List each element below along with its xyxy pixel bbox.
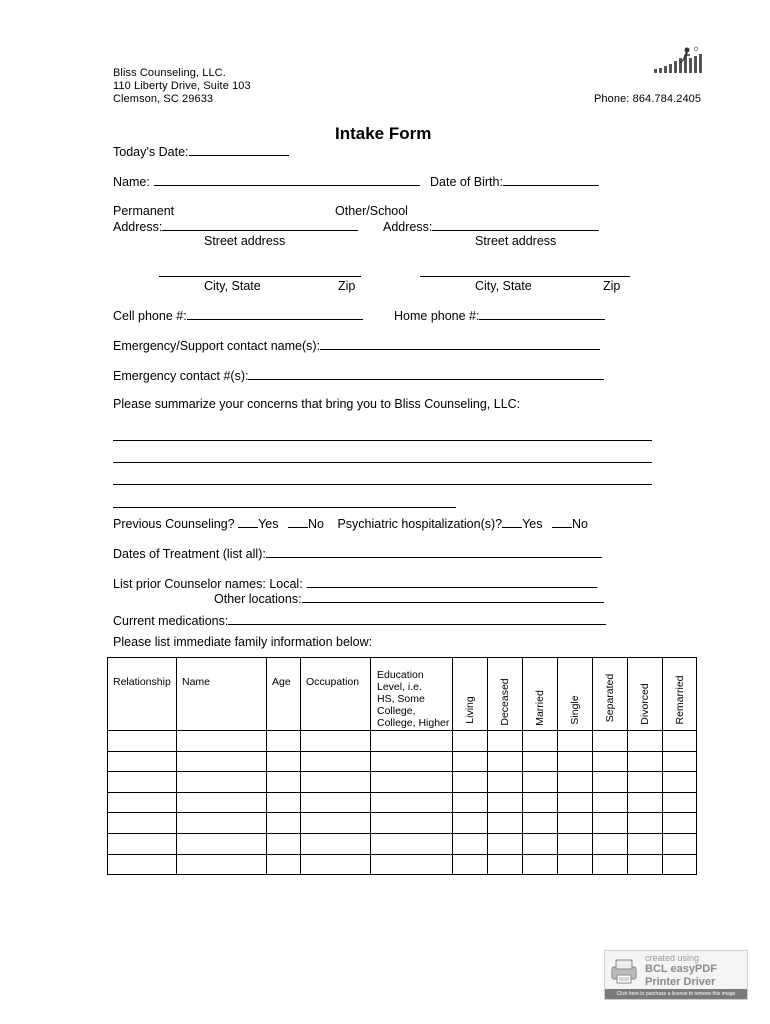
dob-line[interactable] <box>503 174 599 186</box>
family-table-cell[interactable] <box>177 792 267 813</box>
family-table-cell[interactable] <box>593 854 628 875</box>
current-medications-line[interactable] <box>228 613 606 625</box>
family-table-cell[interactable] <box>177 813 267 834</box>
other-city-caption: City, State <box>475 279 532 293</box>
family-table-cell[interactable] <box>371 772 453 793</box>
family-table-cell[interactable] <box>593 751 628 772</box>
name-line[interactable] <box>154 174 420 186</box>
dob-field[interactable] <box>430 174 599 189</box>
family-table-cell[interactable] <box>558 751 593 772</box>
concerns-line-4[interactable] <box>113 507 456 508</box>
family-info-table <box>107 657 697 875</box>
family-table-cell[interactable] <box>523 854 558 875</box>
family-table-cell[interactable] <box>523 792 558 813</box>
family-table-cell[interactable] <box>558 772 593 793</box>
family-table-cell[interactable] <box>663 792 697 813</box>
permanent-address-line[interactable] <box>162 219 358 231</box>
occupation-column-header: Occupation <box>301 658 371 731</box>
permanent-label: Permanent <box>113 204 175 218</box>
family-table-cell[interactable] <box>628 854 663 875</box>
family-table-cell[interactable] <box>177 731 267 752</box>
family-table-cell[interactable] <box>663 731 697 752</box>
family-table-cell[interactable] <box>593 813 628 834</box>
family-table-row <box>108 772 697 793</box>
family-table-cell[interactable] <box>108 751 177 772</box>
emergency-names-line[interactable] <box>320 338 600 350</box>
prev-counseling-yes-label: Yes <box>258 517 279 531</box>
family-table-cell[interactable] <box>523 772 558 793</box>
family-table-cell[interactable] <box>663 751 697 772</box>
family-table-cell[interactable] <box>488 813 523 834</box>
stairs-climber-logo-icon <box>652 46 704 76</box>
permanent-zip-caption: Zip <box>338 279 356 293</box>
psych-hosp-no-blank[interactable] <box>552 516 572 528</box>
family-table-row <box>108 792 697 813</box>
current-medications-label: Current medications: <box>113 614 229 628</box>
todays-date-label: Today’s Date: <box>113 145 189 159</box>
family-table-cell[interactable] <box>301 813 371 834</box>
todays-date-line[interactable] <box>189 144 289 156</box>
family-info-prompt: Please list immediate family information below: <box>113 635 373 649</box>
other-address-line[interactable] <box>432 219 599 231</box>
family-table-cell[interactable] <box>108 833 177 854</box>
family-table-row <box>108 854 697 875</box>
cell-phone-field[interactable] <box>113 308 363 323</box>
family-table-cell[interactable] <box>453 751 488 772</box>
family-table-cell[interactable] <box>267 813 301 834</box>
family-table-cell[interactable] <box>371 833 453 854</box>
family-table-cell[interactable] <box>453 772 488 793</box>
dob-label: Date of Birth: <box>430 175 503 189</box>
prev-counseling-yes-blank[interactable] <box>238 516 258 528</box>
home-phone-field[interactable] <box>394 308 605 323</box>
org-phone: Phone: 864.784.2405 <box>594 93 702 105</box>
family-table-cell[interactable] <box>628 813 663 834</box>
permanent-city-line[interactable] <box>159 276 361 277</box>
family-table-cell[interactable] <box>453 792 488 813</box>
family-table-cell[interactable] <box>593 772 628 793</box>
family-table-cell[interactable] <box>108 772 177 793</box>
family-table-cell[interactable] <box>558 792 593 813</box>
family-table-cell[interactable] <box>267 772 301 793</box>
family-table-cell[interactable] <box>371 731 453 752</box>
family-table-cell[interactable] <box>453 731 488 752</box>
family-table-row <box>108 833 697 854</box>
dates-treatment-field[interactable] <box>113 546 602 561</box>
concerns-line-3[interactable] <box>113 484 652 485</box>
home-phone-line[interactable] <box>479 308 605 320</box>
family-table-cell[interactable] <box>558 833 593 854</box>
family-table-cell[interactable] <box>453 854 488 875</box>
family-table-cell[interactable] <box>663 833 697 854</box>
emergency-names-field[interactable] <box>113 338 600 353</box>
other-city-line[interactable] <box>420 276 630 277</box>
family-table-cell[interactable] <box>177 854 267 875</box>
deceased-column-header: Deceased <box>488 658 523 731</box>
family-table-cell[interactable] <box>267 833 301 854</box>
emergency-numbers-field[interactable] <box>113 368 604 383</box>
family-table-cell[interactable] <box>523 751 558 772</box>
family-table-cell[interactable] <box>177 751 267 772</box>
family-table-row <box>108 731 697 752</box>
family-table-cell[interactable] <box>267 854 301 875</box>
other-address-label: Address: <box>383 220 433 234</box>
age-column-header: Age <box>267 658 301 731</box>
single-column-header: Single <box>558 658 593 731</box>
family-table-cell[interactable] <box>488 833 523 854</box>
psych-hosp-yes-label: Yes <box>522 517 543 531</box>
family-table-cell[interactable] <box>488 772 523 793</box>
family-table-header-row <box>108 658 697 731</box>
family-table-cell[interactable] <box>558 813 593 834</box>
family-table-cell[interactable] <box>488 751 523 772</box>
permanent-street-caption: Street address <box>204 234 286 248</box>
other-street-caption: Street address <box>475 234 557 248</box>
family-table-cell[interactable] <box>628 833 663 854</box>
family-table-cell[interactable] <box>593 792 628 813</box>
family-table-cell[interactable] <box>301 731 371 752</box>
family-table-cell[interactable] <box>663 772 697 793</box>
concerns-line-2[interactable] <box>113 462 652 463</box>
married-column-header: Married <box>523 658 558 731</box>
family-table-cell[interactable] <box>593 833 628 854</box>
org-address-line1: 110 Liberty Drive, Suite 103 <box>113 80 251 92</box>
family-table-cell[interactable] <box>371 751 453 772</box>
family-table-cell[interactable] <box>453 833 488 854</box>
family-table-cell[interactable] <box>488 854 523 875</box>
family-table-cell[interactable] <box>267 792 301 813</box>
name-field[interactable] <box>113 174 420 189</box>
family-table-cell[interactable] <box>108 731 177 752</box>
watermark-line3: Printer Driver <box>645 976 716 988</box>
permanent-city-caption: City, State <box>204 279 261 293</box>
education-column-header: Education Level, i.e. HS, Some College, College, Higher <box>371 658 453 731</box>
family-table-cell[interactable] <box>488 792 523 813</box>
psych-hosp-no-label: No <box>572 517 588 531</box>
dates-treatment-line[interactable] <box>266 546 602 558</box>
psych-hospitalization-label: Psychiatric hospitalization(s)? <box>337 517 503 531</box>
family-table-cell[interactable] <box>523 833 558 854</box>
family-table-cell[interactable] <box>663 854 697 875</box>
family-table-cell[interactable] <box>628 731 663 752</box>
prior-counselor-other-line[interactable] <box>302 591 604 603</box>
org-address-line2: Clemson, SC 29633 <box>113 93 214 105</box>
remarried-column-header: Remarried <box>663 658 697 731</box>
family-table-cell[interactable] <box>523 813 558 834</box>
permanent-address-label: Address: <box>113 220 163 234</box>
bcl-easypdf-watermark[interactable] <box>604 950 748 1000</box>
current-medications-field[interactable] <box>113 613 606 628</box>
concerns-prompt: Please summarize your concerns that bring you to Bliss Counseling, LLC: <box>113 397 521 411</box>
family-table-cell[interactable] <box>177 772 267 793</box>
family-table-cell[interactable] <box>593 731 628 752</box>
family-table-cell[interactable] <box>301 833 371 854</box>
cell-phone-label: Cell phone #: <box>113 309 187 323</box>
prior-counselor-other-label: Other locations: <box>214 592 302 606</box>
family-table-cell[interactable] <box>301 792 371 813</box>
living-column-header: Living <box>453 658 488 731</box>
family-table-cell[interactable] <box>628 792 663 813</box>
family-table-cell[interactable] <box>301 772 371 793</box>
previous-counseling-label: Previous Counseling? <box>113 517 235 531</box>
cell-phone-line[interactable] <box>187 308 363 320</box>
family-table-cell[interactable] <box>267 751 301 772</box>
home-phone-label: Home phone #: <box>394 309 480 323</box>
psych-hosp-yes-blank[interactable] <box>502 516 522 528</box>
family-table-cell[interactable] <box>371 854 453 875</box>
other-address-field[interactable] <box>383 219 599 234</box>
other-school-label: Other/School <box>335 204 408 218</box>
divorced-column-header: Divorced <box>628 658 663 731</box>
family-table-cell[interactable] <box>301 854 371 875</box>
concerns-line-1[interactable] <box>113 440 652 441</box>
family-table-cell[interactable] <box>453 813 488 834</box>
name-column-header: Name <box>177 658 267 731</box>
watermark-license-link[interactable]: Click here to purchase a license to remove this image <box>605 989 747 999</box>
relationship-column-header: Relationship <box>108 658 177 731</box>
other-zip-caption: Zip <box>603 279 621 293</box>
family-table-cell[interactable] <box>267 731 301 752</box>
family-table-cell[interactable] <box>628 751 663 772</box>
prior-counselor-local-label: List prior Counselor names: Local: <box>113 577 303 591</box>
permanent-address-field[interactable] <box>113 219 358 234</box>
family-table-cell[interactable] <box>301 751 371 772</box>
family-table-cell[interactable] <box>488 731 523 752</box>
emergency-numbers-label: Emergency contact #(s): <box>113 369 249 383</box>
watermark-line1: created using <box>645 953 700 963</box>
family-table-cell[interactable] <box>108 792 177 813</box>
org-name: Bliss Counseling, LLC. <box>113 67 226 79</box>
emergency-names-label: Emergency/Support contact name(s): <box>113 339 321 353</box>
family-table-cell[interactable] <box>108 854 177 875</box>
family-table-cell[interactable] <box>108 813 177 834</box>
prev-counseling-no-blank[interactable] <box>288 516 308 528</box>
todays-date-field[interactable] <box>113 144 289 159</box>
family-table-cell[interactable] <box>663 813 697 834</box>
family-table-cell[interactable] <box>558 731 593 752</box>
name-label: Name: <box>113 175 150 189</box>
family-table-cell[interactable] <box>558 854 593 875</box>
printer-icon <box>609 957 639 990</box>
prior-counselor-local-line[interactable] <box>307 576 597 588</box>
family-table-cell[interactable] <box>371 813 453 834</box>
previous-counseling-row <box>113 516 588 531</box>
emergency-numbers-line[interactable] <box>248 368 604 380</box>
prev-counseling-no-label: No <box>307 517 324 531</box>
watermark-line2: BCL easyPDF <box>645 963 717 975</box>
family-table-cell[interactable] <box>523 731 558 752</box>
family-table-cell[interactable] <box>628 772 663 793</box>
form-title: Intake Form <box>335 124 432 143</box>
prior-counselor-other-field[interactable] <box>214 591 604 606</box>
family-table-row <box>108 751 697 772</box>
family-table-cell[interactable] <box>371 792 453 813</box>
prior-counselor-local-field[interactable] <box>113 576 597 591</box>
separated-column-header: Separated <box>593 658 628 731</box>
dates-treatment-label: Dates of Treatment (list all): <box>113 547 266 561</box>
family-table-row <box>108 813 697 834</box>
family-table-cell[interactable] <box>177 833 267 854</box>
